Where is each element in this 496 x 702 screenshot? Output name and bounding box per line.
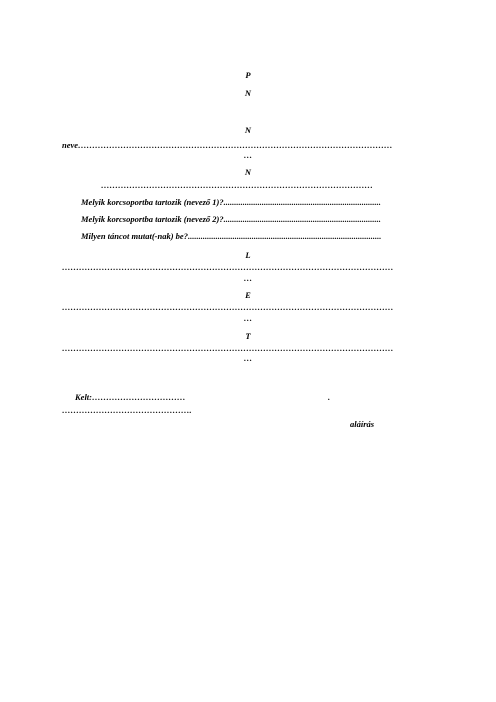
postal-line-cont: … — [243, 273, 253, 283]
email-line-cont: … — [243, 313, 253, 323]
form-title: N — [244, 88, 252, 98]
date-dot: . — [328, 392, 331, 402]
event-title: P — [245, 70, 251, 80]
question-age-group-1: Melyik korcsoportba tartozik (nevező 1)?.......................................................................... — [81, 197, 381, 207]
postal-line: ……………………………………………………………………………………………………… — [62, 262, 394, 272]
entrant1-label: N — [244, 125, 252, 135]
signature-line: ………………………………………. — [62, 405, 192, 415]
signature-label: aláírás — [350, 419, 375, 429]
email-line: ……………………………………………………………………………………………………… — [62, 302, 394, 312]
question-age-group-2: Melyik korcsoportba tartozik (nevező 2)?.......................................................................... — [81, 214, 381, 224]
entrant1-name-line-cont: … — [243, 150, 253, 160]
date-line: Kelt:…………………………… — [75, 392, 186, 402]
phone-label: T — [245, 331, 251, 341]
entrant1-name-line: neve………………………………………………………………………………………………… — [62, 140, 393, 150]
postal-label: L — [245, 250, 251, 260]
question-dance: Milyen táncot mutat(-nak) be?........................................................................................... — [81, 231, 382, 241]
phone-line: ……………………………………………………………………………………………………… — [62, 343, 394, 353]
phone-line-cont: … — [243, 353, 253, 363]
entrant2-label: N — [244, 167, 252, 177]
entrant2-name-line: …………………………………………………………………………………… — [101, 180, 373, 190]
email-label: E — [245, 290, 251, 300]
